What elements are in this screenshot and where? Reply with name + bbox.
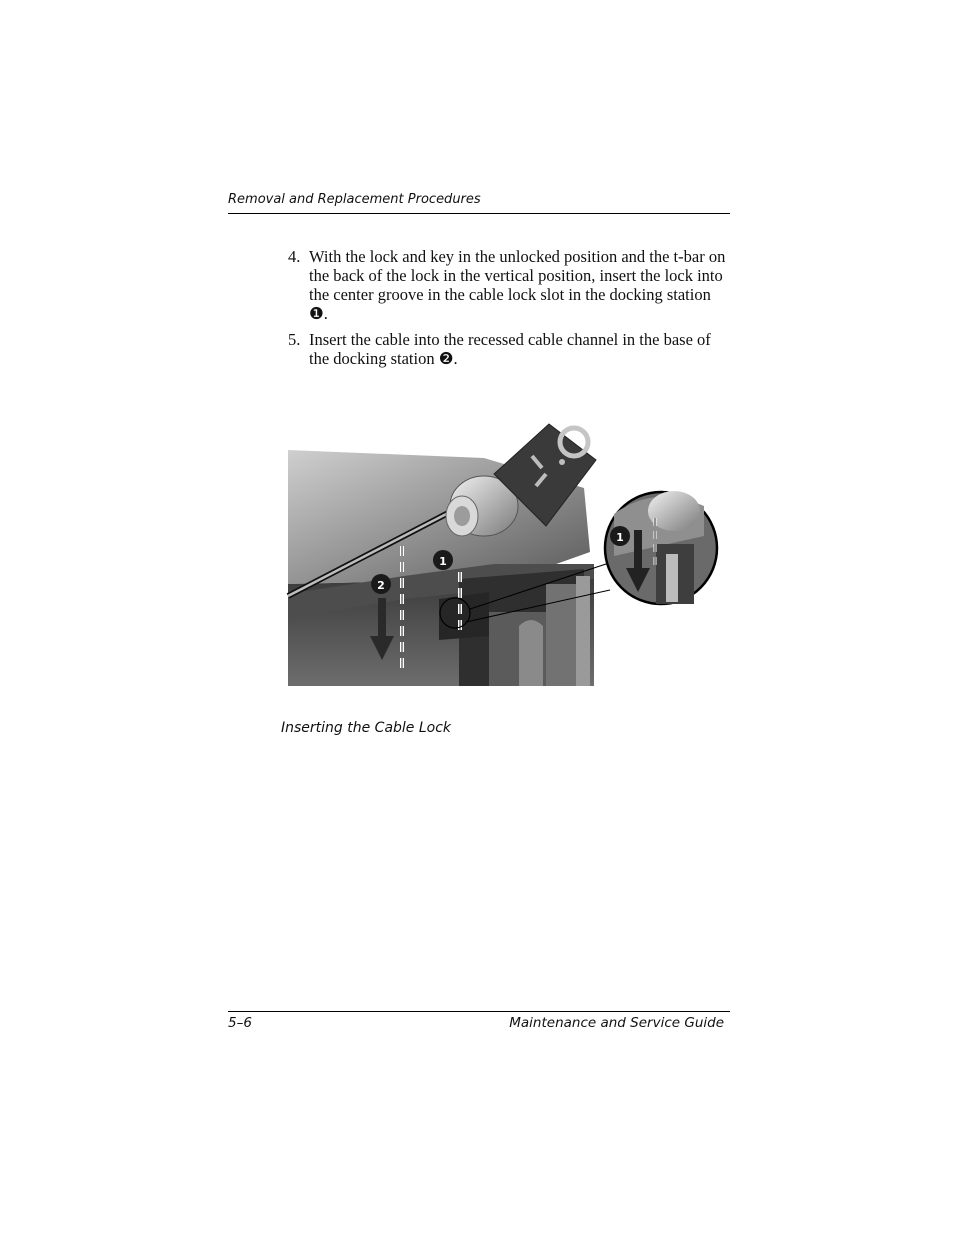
figure-caption: Inserting the Cable Lock bbox=[281, 720, 452, 736]
step-number: 5. bbox=[288, 330, 301, 349]
step-number: 4. bbox=[288, 247, 301, 266]
step-text: Insert the cable into the recessed cable channel in the base of the docking station ❷. bbox=[309, 330, 711, 368]
callout-1-label: 1 bbox=[439, 555, 447, 568]
illustration-svg bbox=[284, 414, 724, 694]
cable-lock-illustration bbox=[284, 414, 724, 694]
running-header bbox=[228, 191, 730, 214]
page-number: 5–6 bbox=[228, 1015, 252, 1031]
callout-2-label: 2 bbox=[377, 579, 385, 592]
step-item bbox=[288, 247, 732, 323]
step-item bbox=[288, 330, 732, 368]
step-text: With the lock and key in the unlocked position and the t-bar on the back of the lock in the vertical position, insert the lock into the center groove in the cable lock slot in the docking station ❶. bbox=[309, 247, 726, 323]
magnifier-callout-label: 1 bbox=[616, 531, 624, 544]
procedure-steps bbox=[288, 247, 732, 375]
detail-magnifier bbox=[605, 491, 717, 604]
book-title: Maintenance and Service Guide bbox=[509, 1015, 724, 1031]
callout-1-badge bbox=[433, 550, 453, 570]
page-footer bbox=[228, 1011, 730, 1036]
running-header-title: Removal and Replacement Procedures bbox=[228, 192, 481, 207]
